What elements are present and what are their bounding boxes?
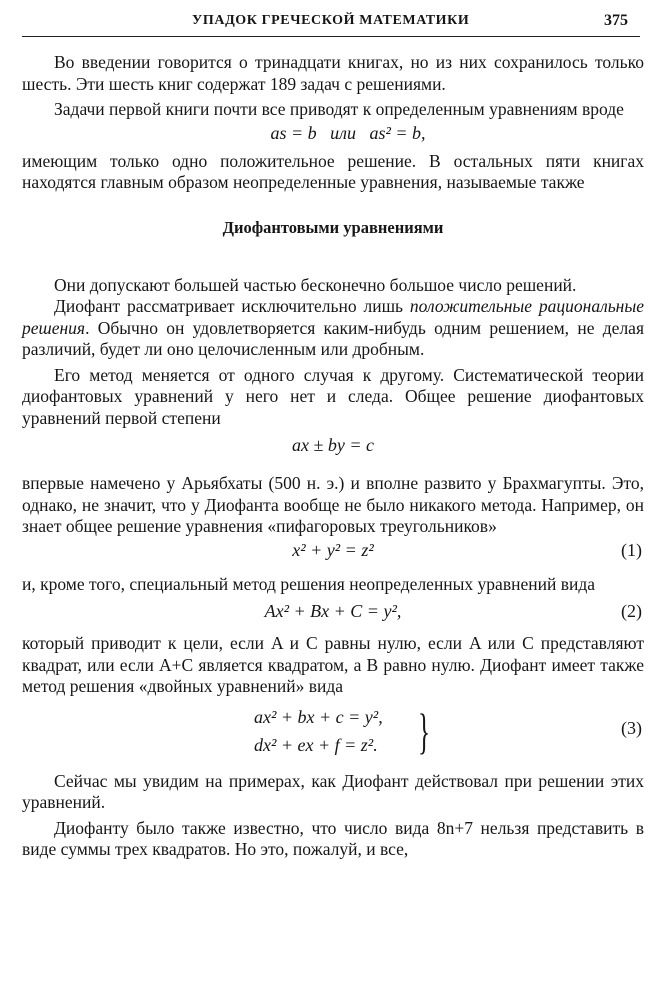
paragraph-method: Его метод меняется от одного случая к другому. Систематической теории диофантовых уравнений у него нет и следа. Общее решение диофантовых уравнений первой степени <box>22 364 644 428</box>
equation-system <box>22 703 644 761</box>
text-run: . Обычно он удовлетворяется каким-нибудь одним решением, не делая различий, будет ли оно целочисленным или дробным. <box>22 317 644 359</box>
paragraph-special-method: и, кроме того, специальный метод решения неопределенных уравнений вида <box>22 573 595 594</box>
section-heading: Диофантовыми уравнениями <box>222 217 444 237</box>
paragraph-three-squares: Диофанту было также известно, что число вида 8n+7 нельзя представить в виде суммы трех квадратов. Но это, пожалуй, и все, <box>22 817 644 859</box>
equation-text: x² + y² = z² <box>292 539 374 560</box>
equation-system-lines <box>254 703 383 759</box>
emphasis-text: положительные рациональные решения <box>22 296 644 338</box>
equation-number: (3) <box>621 717 642 738</box>
equation-linear: ax ± by = c <box>292 435 374 455</box>
equation-number: (1) <box>621 539 642 560</box>
page-body <box>22 52 644 861</box>
page-number: 375 <box>604 12 628 29</box>
equation-system-line: dx² + ex + f = z². <box>254 734 378 755</box>
paragraph-examples: Сейчас мы увидим на примерах, как Диофант действовал при решении этих уравнений. <box>22 770 644 812</box>
paragraph-intro: Во введении говорится о тринадцати книгах, но из них сохранилось только шесть. Эти шесть книг содержат 189 задач с решениями. <box>22 52 644 94</box>
running-header <box>0 10 660 38</box>
equation-system-line: ax² + bx + c = y², <box>254 706 383 727</box>
equation-pythagorean <box>22 538 644 568</box>
right-brace-icon: } <box>418 702 430 759</box>
equation-quadratic <box>22 595 644 627</box>
equation-text: Ax² + Bx + C = y², <box>264 601 402 621</box>
paragraph-aryabhata: впервые намечено у Арьябхаты (500 н. э.) и вполне развито у Брахмагупты. Это, однако, не значит, что у Диофанта вообще не было никакого метода. Например, он знает общее решение уравнения «пифагоровых треугольников» <box>22 473 644 536</box>
paragraph-infinite-solutions: Они допускают большей частью бесконечно большое число решений. <box>54 274 577 295</box>
paragraph-positive-solutions <box>22 296 644 361</box>
text-run: Диофант рассматривает исключительно лишь <box>54 296 410 316</box>
paragraph-first-book: Задачи первой книги почти все приводят к определенным уравнениям вроде <box>54 99 624 119</box>
running-title: УПАДОК ГРЕЧЕСКОЙ МАТЕМАТИКИ <box>192 13 470 28</box>
paragraph-conditions: который приводит к цели, если A и C равны нулю, если A или C представляют квадрат, или если A+C является квадратом, а B равно нулю. Диофант имеет также метод решения «двойных уравнений» вида <box>22 633 644 696</box>
equation-number: (2) <box>621 601 642 621</box>
equation-simple: as = b или as² = b, <box>270 122 426 143</box>
header-rule <box>22 36 640 37</box>
paragraph-remaining-books: имеющим только одно положительное решение. В остальных пяти книгах находятся главным образом неопределенные уравнения, называемые также <box>22 150 644 192</box>
